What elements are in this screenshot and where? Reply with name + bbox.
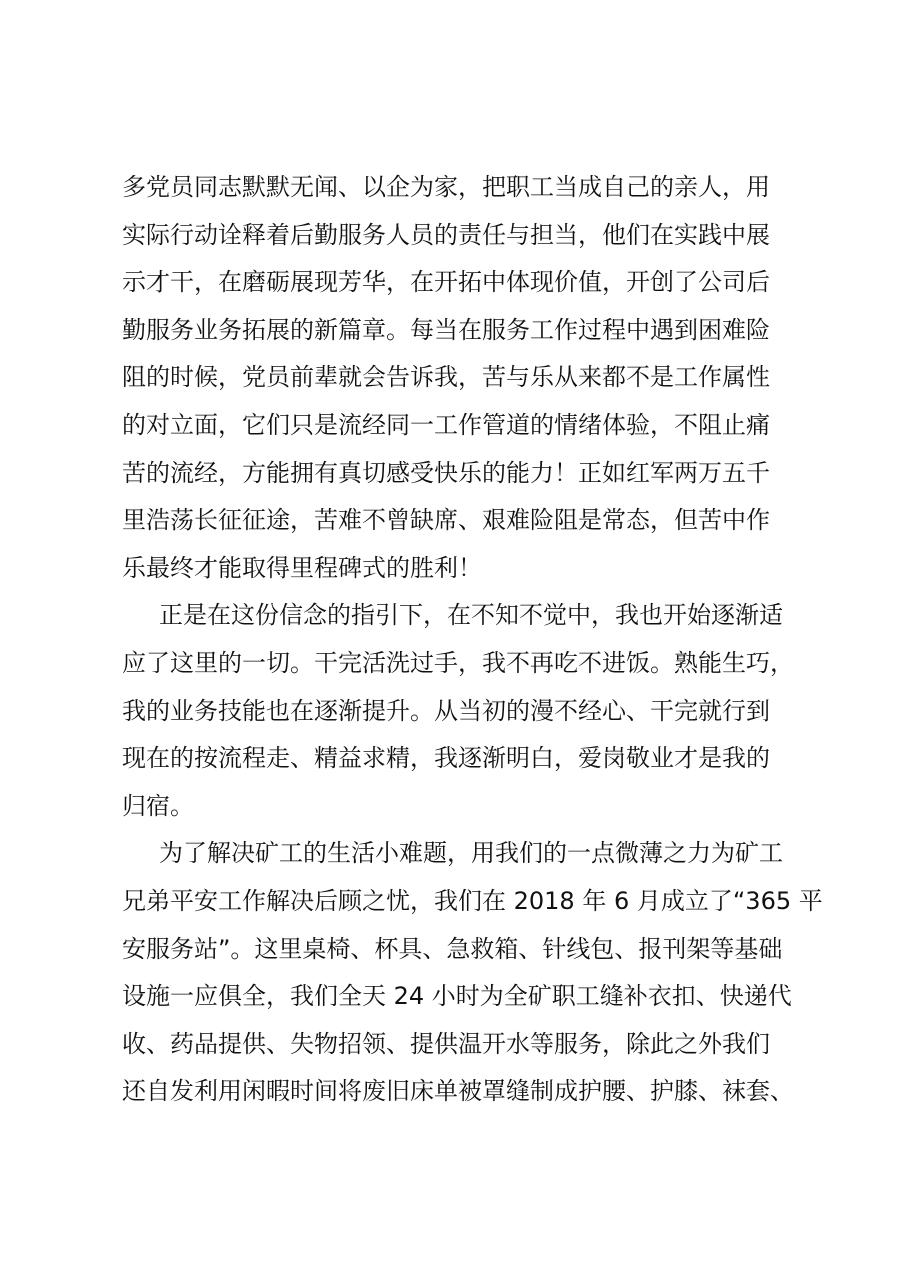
text-line: 应了这里的一切。干完活洗过手，我不再吃不进饭。熟能生巧， xyxy=(122,648,794,677)
text-line: 苦的流经，方能拥有真切感受快乐的能力！正如红军两万五千 xyxy=(122,458,770,487)
text-line: 收、药品提供、失物招领、提供温开水等服务，除此之外我们 xyxy=(122,1029,770,1058)
text-line: 设施一应俱全，我们全天 24 小时为全矿职工缝补衣扣、快递代 xyxy=(122,982,792,1011)
text-line: 现在的按流程走、精益求精，我逐渐明白，爱岗敬业才是我的 xyxy=(122,744,770,773)
text-line: 安服务站”。这里桌椅、杯具、急救箱、针线包、报刊架等基础 xyxy=(122,934,783,963)
text-line: 示才干，在磨砺展现芳华，在开拓中体现价值，开创了公司后 xyxy=(122,268,770,297)
text-line: 里浩荡长征征途，苦难不曾缺席、艰难险阻是常态，但苦中作 xyxy=(122,506,770,535)
text-line: 归宿。 xyxy=(122,791,194,820)
body-text xyxy=(122,164,842,1116)
text-line: 兄弟平安工作解决后顾之忧，我们在 2018 年 6 月成立了“365 平 xyxy=(122,886,823,915)
text-line: 我的业务技能也在逐渐提升。从当初的漫不经心、干完就行到 xyxy=(122,696,770,725)
paragraph-start-line: 正是在这份信念的指引下，在不知不觉中，我也开始逐渐适 xyxy=(159,601,783,630)
text-line: 乐最终才能取得里程碑式的胜利！ xyxy=(122,553,482,582)
text-line: 阻的时候，党员前辈就会告诉我，苦与乐从来都不是工作属性 xyxy=(122,363,770,392)
text-line: 的对立面，它们只是流经同一工作管道的情绪体验，不阻止痛 xyxy=(122,410,770,439)
text-line: 勤服务业务拓展的新篇章。每当在服务工作过程中遇到困难险 xyxy=(122,315,770,344)
text-line: 多党员同志默默无闻、以企为家，把职工当成自己的亲人，用 xyxy=(122,173,770,201)
text-line: 实际行动诠释着后勤服务人员的责任与担当，他们在实践中展 xyxy=(122,220,770,249)
text-line: 还自发利用闲暇时间将废旧床单被罩缝制成护腰、护膝、袜套、 xyxy=(122,1077,794,1106)
paragraph-start-line: 为了解决矿工的生活小难题，用我们的一点微薄之力为矿工 xyxy=(159,839,783,868)
